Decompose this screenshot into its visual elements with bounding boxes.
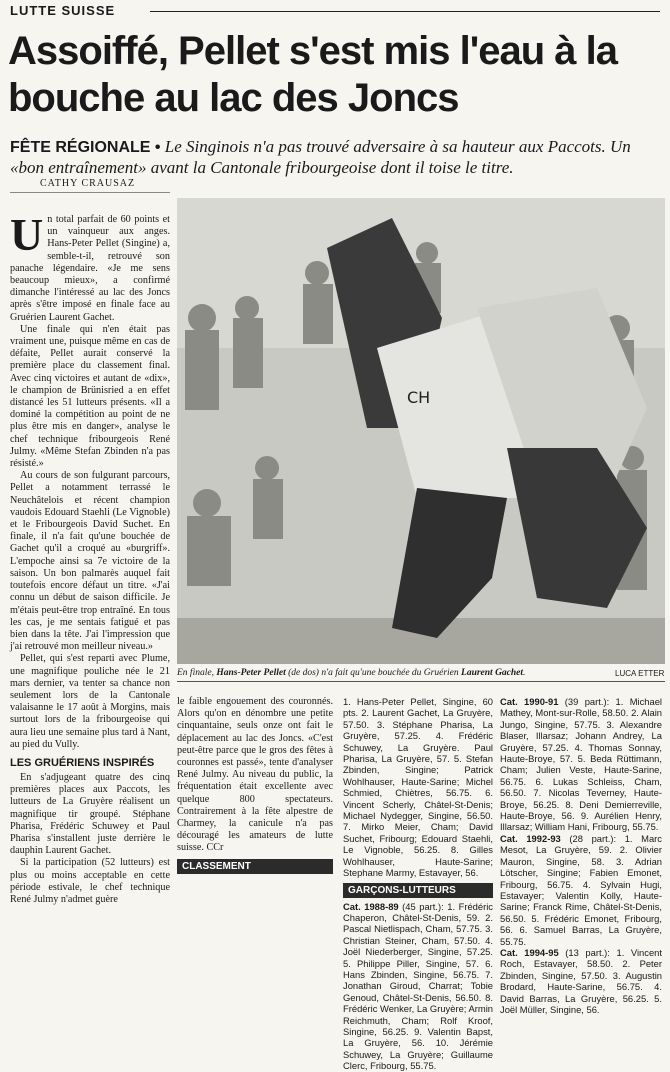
intro xyxy=(10,136,662,178)
intro-kicker: FÊTE RÉGIONALE • xyxy=(10,139,161,156)
article-column-1 xyxy=(10,209,170,906)
category-results: Cat. 1990-91 (39 part.): 1. Michael Mathey, Mont-sur-Rolle, 58.50. 2. Alain Jungo, Singine, 57.75. 3. Alexandre Blaser, Illarsaz; Johann Andrey, La Gruyère, 57.25. 4. Thomas Sonnay, Haute-Broye, 57. 5. Beda Rüttimann, Cham; Julien Veste, Haute-Sarine, 56.75. 6. Lukas Schleiss, Cham, 56.50. 7. Nicolas Teverney, Haute-Broye, 56.25. 8. Deni Demierreville, Haute-Broye, 56. 9. Aurélien Henry, Illarsaz; William Hani, Fribourg, 55.75. xyxy=(500,696,662,833)
headline: Assoiffé, Pellet s'est mis l'eau à la bouche au lac des Joncs xyxy=(8,29,617,120)
article-paragraph: Si la participation (52 lutteurs) est plus ou moins acceptable en cette période estivale, le chef technique René Julmy n'admet guère xyxy=(10,857,170,905)
results-column-1 xyxy=(343,696,493,1072)
article-paragraph: Au cours de son fulgurant parcours, Pellet a notamment terrassé le Neuchâtelois et récent champion vaudois Edouard Staehli (Le Vignoble) et le Fribourgeois David Suchet. En finale, il n'a fait qu'une bouchée de Gachet qu'il a croqué au «burgriff». L'empoche ainsi sa 7e victoire de la saison. Un bon palmarès auquel fait toutefois encore défaut un titre. «J'ai connu un début de saison difficile. Je m'étais peut-être trop entraîné. En tous les cas, je me sentais fatigué et pas bien dans la tête. J'ai l'impression que j'ai retrouvé mon meilleur niveau.» xyxy=(10,470,170,653)
category-results: Cat. 1994-95 (13 part.): 1. Vincent Roch, Estavayer, 58.50. 2. Peter Zbinden, Singine, 57.50. 3. Augustin Brodard, Haute-Sarine, 56.75. 4. David Barras, La Gruyère, 56.25. 5. Joël Müller, Singine, 56. xyxy=(500,946,662,1015)
article-paragraph: le faible engouement des couronnés. Alors qu'on en dénombre une petite cinquantaine, seuls onze ont fait le déplacement au lac des Joncs. «C'est peut-être parce que le gros des fêtes à couronnes est passé», tente d'analyser René Julmy. Au niveau du public, la fréquentation était excellente avec quelque 800 spectateurs. Contrairement à la fête alpestre de Charmey, la canicule n'a pas découragé les amateurs de lutte suisse. CCr xyxy=(177,696,333,854)
article-paragraph: Un total parfait de 60 points et un vainqueur aux anges. Hans-Peter Pellet (Singine) a, semble-t-il, retrouvé son panache légendaire. «Je me sens beaucoup mieux», a confirmé dimanche l'intéressé au lac des Joncs après s'être imposé en finale face au Gruérien Laurent Gachet. xyxy=(10,209,170,323)
intro-lead: Le Singinois n'a pas trouvé adversaire à sa hauteur aux Paccots. Un «bon entraînement» avant la Cantonale fribourgeoise dont il toise le titre. xyxy=(10,137,631,177)
results-column-2 xyxy=(500,696,662,1015)
wrestling-photo-image xyxy=(177,198,665,664)
author-signoff: CCr xyxy=(206,842,224,854)
drop-cap: U xyxy=(10,209,44,260)
photo-caption: En finale, Hans-Peter Pellet (de dos) n'a fait qu'une bouchée du Gruérien Laurent Gachet. xyxy=(177,668,526,678)
article-subhead: LES GRUÉRIENS INSPIRÉS xyxy=(10,756,155,769)
classement-header: CLASSEMENT xyxy=(177,859,333,874)
article-paragraph: Pellet, qui s'est reparti avec Plume, une magnifique pouliche née le 21 mars dernier, va tenter sa chance non seulement lors de la Cantonale valaisanne le 17 août à Morgins, mais surtout lors de la fribourgeoise qui aura lieu une semaine plus tard à Nant, au pied du Vully. xyxy=(10,653,170,750)
rubric-rule xyxy=(150,11,660,12)
garcons-header: GARÇONS-LUTTEURS xyxy=(343,883,493,898)
photo-rule xyxy=(177,681,665,682)
byline-rule xyxy=(10,192,170,193)
article-paragraph: En s'adjugeant quatre des cinq premières places aux Paccots, les lutteurs de La Gruyère réalisent un magnifique tir groupé. Stéphane Pharisa, Frédéric Schuwey et Paul Pharisa s'installent juste derrière le dauphin Laurent Gachet. xyxy=(10,771,170,857)
shirt-lettering: CH xyxy=(407,388,431,407)
byline: CATHY CRAUSAZ xyxy=(40,178,136,189)
photo-credit: LUCA ETTER xyxy=(615,669,665,678)
wrestling-photo xyxy=(177,198,665,664)
category-results: Cat. 1992-93 (28 part.): 1. Marc Mesot, La Gruyère, 59. 2. Olivier Mauron, Singine, 58. 3. Adrian Lötscher, Singine; Fabien Emonet, Fribourg, 56.75. 4. Sylvain Hugi, Estavayer; Valentin Kolly, Haute-Sarine; Franck Rime, Châtel-St-Denis, 56.50. 5. Frédéric Emonet, Fribourg, 56. 6. Samuel Barras, La Gruyère, 55.75. xyxy=(500,832,662,947)
article-paragraph: Une finale qui n'en était pas vraiment une, puisque même en cas de défaite, Pellet aurait conservé la première place du classement final. Avec cinq victoires et autant de «dix», le champion de Brünisried a en effet distancé les 51 lutteurs présents. «Il a dominé la compétition au point de ne plus être mis en danger», analyse le chef technique fribourgeois René Julmy. «Même Stefan Zbinden n'a pas résisté.» xyxy=(10,323,170,470)
section-rubric: LUTTE SUISSE xyxy=(10,3,116,18)
article-column-2 xyxy=(177,696,333,877)
category-results: Cat. 1988-89 (45 part.): 1. Frédéric Chaperon, Châtel-St-Denis, 59. 2. Pascal Nietlispach, Cham, 57.75. 3. Christian Steiner, Cham, 57.50. 4. Joël Niederberger, Singine, 57.25. 5. Philippe Piller, Singine, 57. 6. Hans Zbinden, Singine, 56.75. 7. Jonathan Giroud, Charrat; Tobie Genoud, Châtel-St-Denis, 56.50. 8. Frédéric Wenker, La Gruyère; Armin Reichmuth, Cham; Rolf Kroof, Singine, 56.25. 9. Valentin Bapst, La Gruyère, 56. 10. Jérémie Schuwey, La Gruyère; Guillaume Clerc, Fribourg, 55.75. xyxy=(343,900,493,1072)
classement-list: 1. Hans-Peter Pellet, Singine, 60 pts. 2. Laurent Gachet, La Gruyère, 57.50. 3. Stéphane Pharisa, La Gruyère, 57.25. 4. Frédéric Schuwey, La Gruyère. Paul Pharisa, La Gruyère, 57. 5. Stefan Zbinden, Singine; Patrick Wohlhauser, Haute-Sarine; Michel Schmied, Chiètres, 56.75. 6. Vincent Scherly, Châtel-St-Denis; Michael Nydegger, Singine, 56.50. 7. Mirko Meier, Cham; David Suchet, Fribourg; Edouard Staehli, Le Vignoble, 56.25. 8. Gilles Wohlhauser, Haute-Sarine; Stephane Marmy, Estavayer, 56. xyxy=(343,696,493,879)
